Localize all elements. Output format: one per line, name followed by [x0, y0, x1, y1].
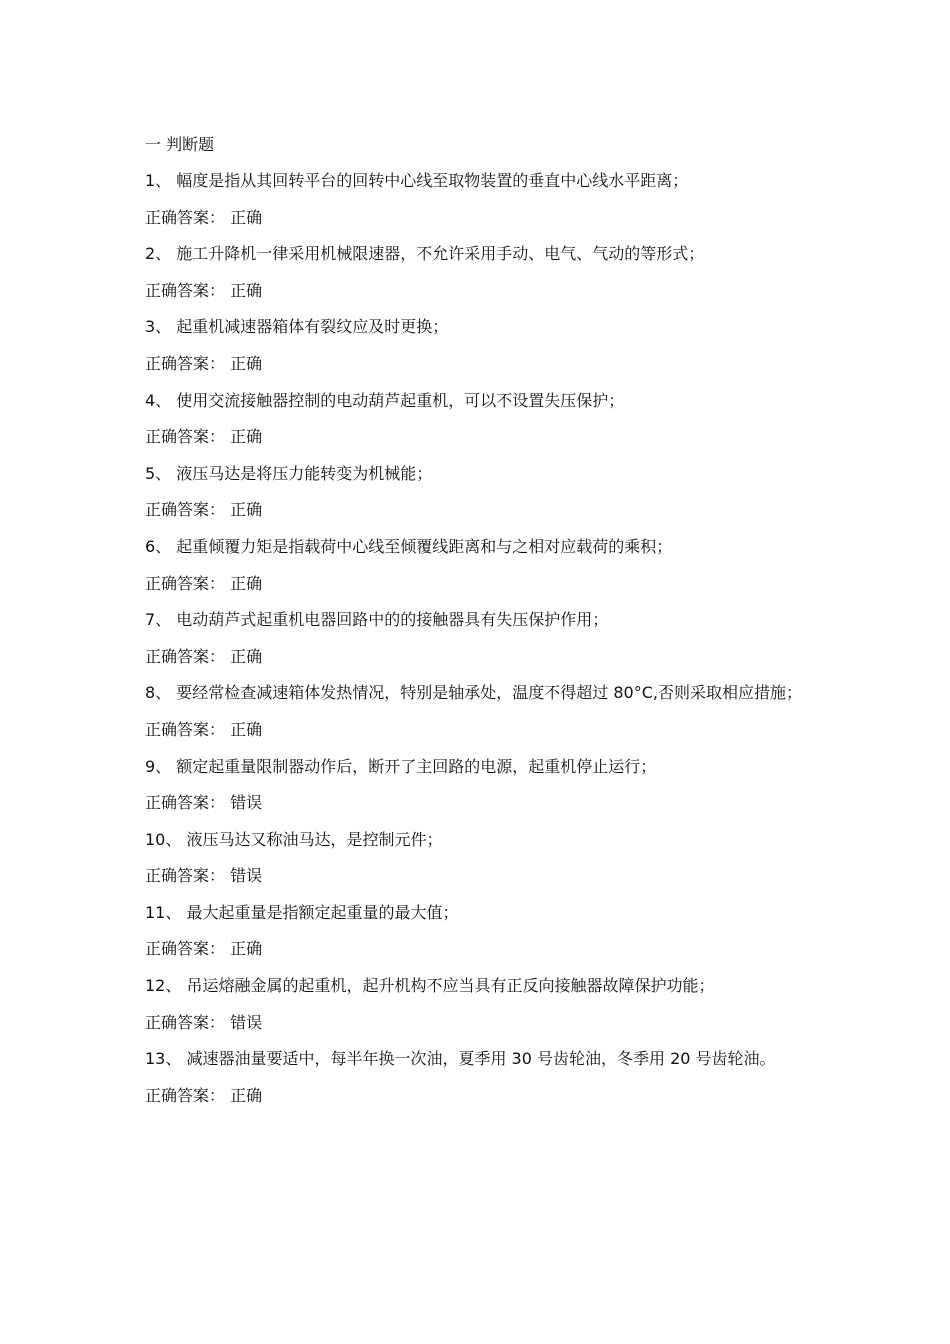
- answer-line: [145, 858, 810, 895]
- answer-line: [145, 492, 810, 529]
- document-page: [145, 126, 810, 1114]
- answer-label: 正确答案：: [145, 427, 226, 447]
- question-number: 5、: [145, 463, 172, 483]
- answer-value: 错误: [230, 866, 263, 886]
- question-number: 4、: [145, 390, 172, 410]
- question-number: 12、: [145, 976, 182, 996]
- question-text: [145, 456, 810, 493]
- answer-value: 正确: [230, 573, 263, 593]
- answer-label: 正确答案：: [145, 353, 226, 373]
- question-body: 要经常检查减速箱体发热情况，特别是轴承处，温度不得超过 80°C,否则采取相应措施；: [176, 683, 802, 703]
- answer-line: [145, 785, 810, 822]
- answer-value: 正确: [230, 280, 263, 300]
- question-text: [145, 236, 810, 273]
- question-text: [145, 968, 810, 1005]
- question-body: 额定起重量限制器动作后，断开了主回路的电源，起重机停止运行；: [176, 756, 657, 776]
- question-number: 6、: [145, 536, 172, 556]
- question-item: [145, 236, 810, 309]
- question-text: [145, 529, 810, 566]
- question-text: [145, 822, 810, 859]
- question-body: 电动葫芦式起重机电器回路中的的接触器具有失压保护作用；: [176, 610, 609, 630]
- question-text: [145, 163, 810, 200]
- question-item: [145, 968, 810, 1041]
- question-item: [145, 309, 810, 382]
- section-title: 一 判断题: [145, 135, 215, 154]
- question-text: [145, 602, 810, 639]
- answer-line: [145, 566, 810, 603]
- answer-label: 正确答案：: [145, 793, 226, 813]
- question-body: 减速器油量要适中，每半年换一次油，夏季用 30 号齿轮油，冬季用 20 号齿轮油。: [186, 1049, 776, 1069]
- answer-line: [145, 200, 810, 237]
- question-body: 幅度是指从其回转平台的回转中心线至取物装置的垂直中心线水平距离；: [176, 171, 689, 190]
- question-item: [145, 822, 810, 895]
- question-text: [145, 749, 810, 786]
- question-number: 8、: [145, 683, 172, 703]
- question-number: 13、: [145, 1049, 182, 1069]
- question-number: 11、: [145, 902, 182, 922]
- answer-value: 错误: [230, 1012, 263, 1032]
- answer-line: [145, 273, 810, 310]
- question-body: 施工升降机一律采用机械限速器，不允许采用手动、电气、气动的等形式；: [176, 244, 705, 264]
- question-body: 使用交流接触器控制的电动葫芦起重机，可以不设置失压保护；: [176, 390, 625, 410]
- question-number: 10、: [145, 829, 182, 849]
- answer-line: [145, 1078, 810, 1115]
- question-body: 起重倾覆力矩是指载荷中心线至倾覆线距离和与之相对应载荷的乘积；: [176, 536, 673, 556]
- answer-label: 正确答案：: [145, 1012, 226, 1032]
- answer-value: 正确: [230, 353, 263, 373]
- question-list: [145, 163, 810, 1114]
- question-item: [145, 895, 810, 968]
- answer-value: 错误: [230, 793, 263, 813]
- question-text: [145, 895, 810, 932]
- question-number: 2、: [145, 244, 172, 264]
- question-text: [145, 675, 810, 712]
- answer-value: 正确: [230, 427, 263, 447]
- answer-label: 正确答案：: [145, 573, 226, 593]
- question-item: [145, 529, 810, 602]
- question-number: 3、: [145, 317, 172, 337]
- answer-label: 正确答案：: [145, 646, 226, 666]
- answer-line: [145, 712, 810, 749]
- answer-label: 正确答案：: [145, 866, 226, 886]
- question-number: 1、: [145, 171, 172, 190]
- answer-line: [145, 931, 810, 968]
- answer-value: 正确: [230, 500, 263, 520]
- question-text: [145, 383, 810, 420]
- question-body: 液压马达又称油马达，是控制元件；: [186, 829, 443, 849]
- answer-label: 正确答案：: [145, 719, 226, 739]
- question-item: [145, 749, 810, 822]
- answer-value: 正确: [230, 719, 263, 739]
- question-text: [145, 1041, 810, 1078]
- question-item: [145, 383, 810, 456]
- question-text: [145, 309, 810, 346]
- answer-value: 正确: [230, 1085, 263, 1105]
- answer-label: 正确答案：: [145, 939, 226, 959]
- question-number: 9、: [145, 756, 172, 776]
- answer-line: [145, 346, 810, 383]
- question-item: [145, 456, 810, 529]
- answer-value: 正确: [230, 939, 263, 959]
- answer-line: [145, 419, 810, 456]
- answer-label: 正确答案：: [145, 280, 226, 300]
- answer-value: 正确: [230, 207, 263, 227]
- question-item: [145, 675, 810, 748]
- answer-label: 正确答案：: [145, 207, 226, 227]
- question-body: 吊运熔融金属的起重机，起升机构不应当具有正反向接触器故障保护功能；: [186, 976, 715, 996]
- answer-line: [145, 639, 810, 676]
- question-number: 7、: [145, 610, 172, 630]
- answer-label: 正确答案：: [145, 1085, 226, 1105]
- question-body: 最大起重量是指额定起重量的最大值；: [186, 902, 459, 922]
- question-item: [145, 602, 810, 675]
- answer-label: 正确答案：: [145, 500, 226, 520]
- answer-line: [145, 1005, 810, 1042]
- question-item: [145, 163, 810, 236]
- question-body: 液压马达是将压力能转变为机械能；: [176, 463, 433, 483]
- answer-value: 正确: [230, 646, 263, 666]
- question-item: [145, 1041, 810, 1114]
- question-body: 起重机减速器箱体有裂纹应及时更换；: [176, 317, 449, 337]
